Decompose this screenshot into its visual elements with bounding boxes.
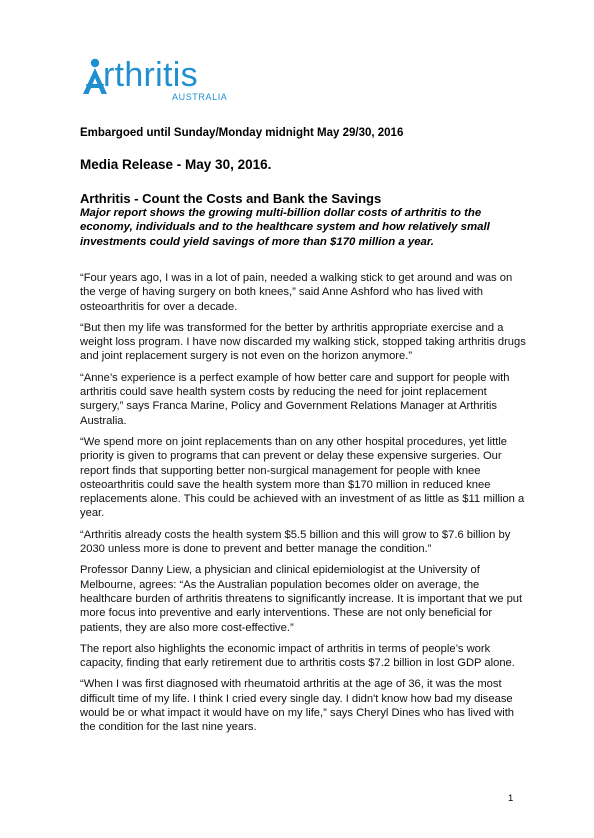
arthritis-australia-logo (80, 55, 250, 107)
standfirst: Major report shows the growing multi-billion dollar costs of arthritis to the economy, individuals and to the healthcare system and how relatively small investments could yield savings of more than $170 million a year. (80, 207, 490, 248)
logo-word-text: rthritis (102, 56, 198, 94)
paragraph: Professor Danny Liew, a physician and clinical epidemiologist at the University of Melbourne, agrees: “As the Australian population becomes older on average, the healthcare burden of arthritis threatens to significantly increase. It is important that we put more focus into preventive and early interventions. These are not only beneficial for patients, they are also more cost-effective.” (80, 564, 523, 634)
paragraph: “Anne’s experience is a perfect example of how better care and support for people with arthritis could save health system costs by reducing the need for joint replacement surgery,” says Franca Marine, Policy and Government Relations Manager at Arthritis Australia. (80, 371, 510, 427)
paragraph: “Arthritis already costs the health system $5.5 billion and this will grow to $7.6 billion by 2030 unless more is done to prevent and better manage the condition.” (80, 528, 511, 556)
release-title: Media Release - May 30, 2016. (80, 157, 272, 172)
body-text (80, 271, 526, 742)
headline: Arthritis - Count the Costs and Bank the Savings (80, 191, 382, 206)
paragraph: “But then my life was transformed for the better by arthritis appropriate exercise and a weight loss program. I have now discarded my walking stick, stopped taking arthritis drugs and joint replacement surgery is not even on the horizon anymore.” (80, 321, 526, 363)
paragraph: “We spend more on joint replacements than on any other hospital procedures, yet little priority is given to programs that can prevent or delay these expensive surgeries. Our report finds that supporting better non-surgical management for people with knee osteoarthritis could save the health system more than $170 million in reduced knee replacements alone. This could be achieved with an investment of as little as $11 million a year. (80, 435, 525, 520)
embargo-notice: Embargoed until Sunday/Monday midnight May 29/30, 2016 (80, 127, 404, 139)
logo-subtitle: AUSTRALIA (172, 92, 228, 102)
paragraph: “When I was first diagnosed with rheumatoid arthritis at the age of 36, it was the most difficult time of my life. I think I cried every single day. I didn't know how bad my disease would be or what impact it would have on my life,” says Cheryl Dines who has lived with the condition for the last nine years. (80, 678, 515, 734)
logo-word (80, 55, 198, 95)
paragraph: The report also highlights the economic impact of arthritis in terms of people’s work capacity, finding that early retirement due to arthritis costs $7.2 billion in lost GDP alone. (80, 642, 515, 670)
page-number: 1 (508, 793, 514, 804)
paragraph: “Four years ago, I was in a lot of pain, needed a walking stick to get around and was on the verge of having surgery on both knees,” said Anne Ashford who has lived with osteoarthritis for over a decade. (80, 272, 513, 313)
